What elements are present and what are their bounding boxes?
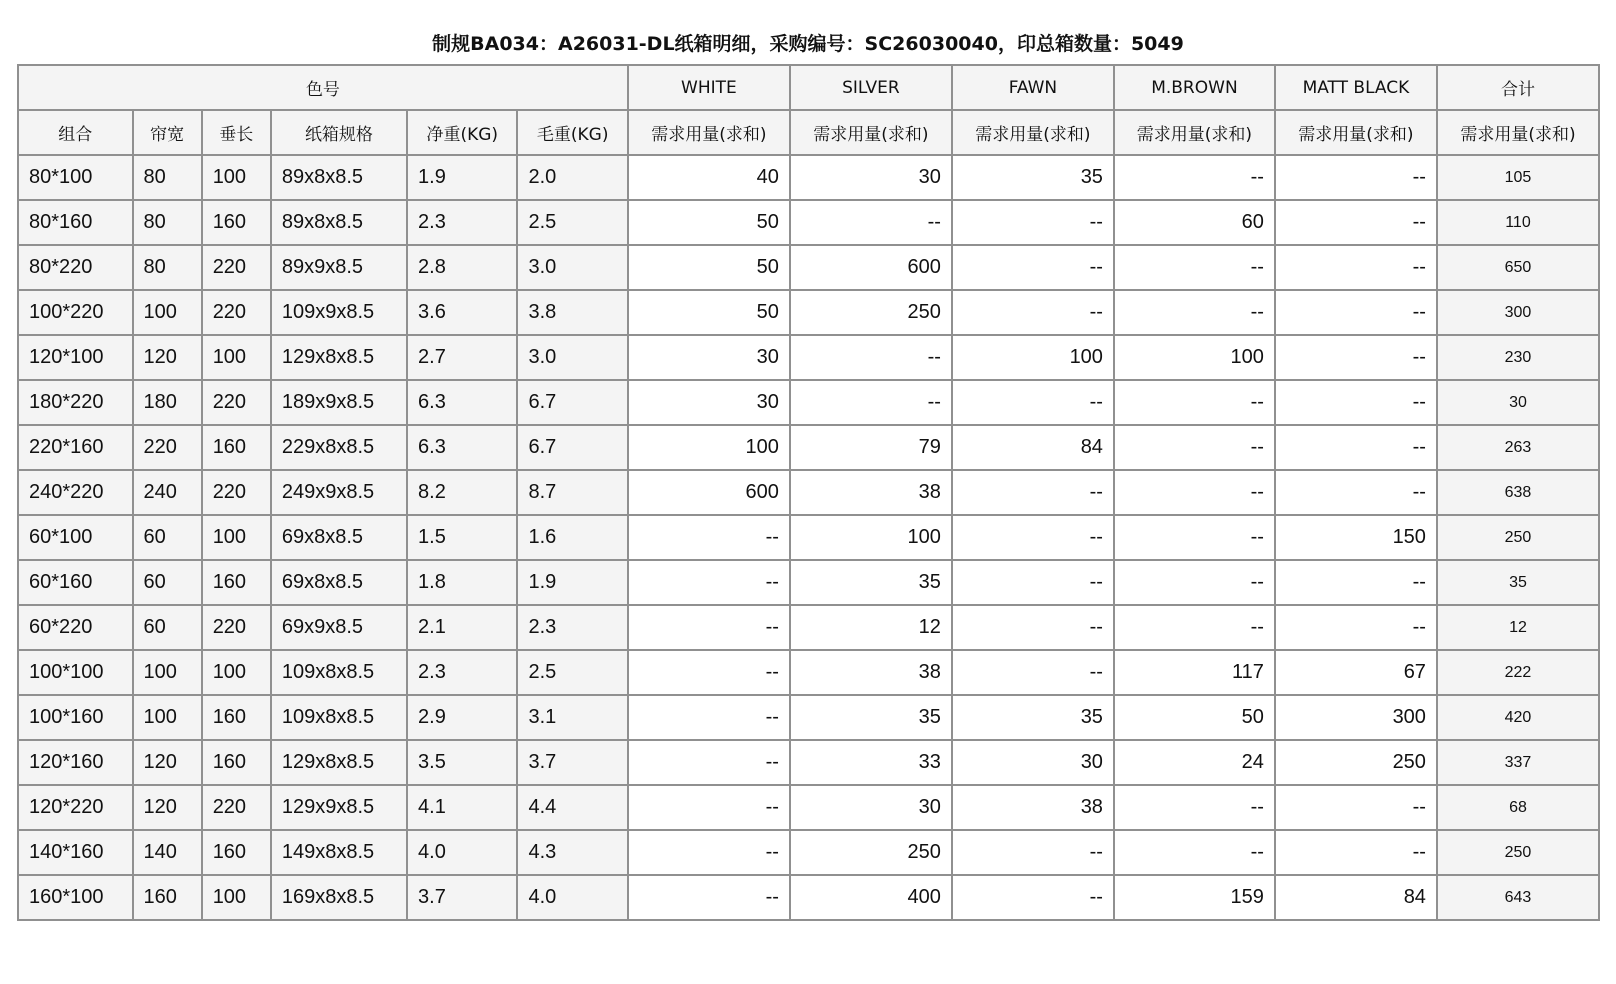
- cell-qty-fawn: 100: [952, 335, 1114, 380]
- header-field-drop: 垂长: [202, 110, 271, 155]
- cell-qty-total: 68: [1437, 785, 1599, 830]
- cell-qty-mattblack: --: [1275, 290, 1437, 335]
- cell-qty-silver: 35: [790, 695, 952, 740]
- cell-combo: 100*100: [18, 650, 133, 695]
- header-field-net-weight: 净重(KG): [407, 110, 517, 155]
- cell-qty-silver: 400: [790, 875, 952, 920]
- cell-qty-silver: 79: [790, 425, 952, 470]
- cell-qty-total: 250: [1437, 515, 1599, 560]
- cell-qty-fawn: --: [952, 560, 1114, 605]
- header-field-gross-weight: 毛重(KG): [517, 110, 627, 155]
- cell-qty-total: 638: [1437, 470, 1599, 515]
- table-row: [18, 200, 1599, 245]
- cell-net-weight: 4.1: [407, 785, 517, 830]
- cell-carton-size: 69x8x8.5: [271, 515, 407, 560]
- cell-net-weight: 1.5: [407, 515, 517, 560]
- cell-qty-fawn: 38: [952, 785, 1114, 830]
- cell-qty-mbrown: 117: [1114, 650, 1275, 695]
- cell-carton-size: 89x8x8.5: [271, 200, 407, 245]
- cell-qty-white: 30: [628, 380, 790, 425]
- cell-combo: 120*160: [18, 740, 133, 785]
- cell-drop: 220: [202, 290, 271, 335]
- cell-net-weight: 4.0: [407, 830, 517, 875]
- cell-width: 60: [133, 515, 202, 560]
- header-color-white: WHITE: [628, 65, 790, 110]
- cell-combo: 80*160: [18, 200, 133, 245]
- cell-drop: 220: [202, 245, 271, 290]
- cell-qty-silver: 30: [790, 785, 952, 830]
- cell-combo: 60*220: [18, 605, 133, 650]
- cell-combo: 60*100: [18, 515, 133, 560]
- cell-width: 60: [133, 605, 202, 650]
- cell-width: 100: [133, 650, 202, 695]
- cell-qty-mbrown: --: [1114, 245, 1275, 290]
- cell-carton-size: 249x9x8.5: [271, 470, 407, 515]
- cell-qty-white: 100: [628, 425, 790, 470]
- cell-qty-fawn: 84: [952, 425, 1114, 470]
- cell-width: 120: [133, 785, 202, 830]
- cell-width: 80: [133, 245, 202, 290]
- cell-gross-weight: 4.3: [517, 830, 627, 875]
- cell-qty-white: 40: [628, 155, 790, 200]
- table-row: [18, 290, 1599, 335]
- cell-carton-size: 109x8x8.5: [271, 650, 407, 695]
- cell-width: 120: [133, 740, 202, 785]
- cell-qty-mattblack: --: [1275, 380, 1437, 425]
- cell-qty-total: 105: [1437, 155, 1599, 200]
- cell-qty-fawn: --: [952, 290, 1114, 335]
- cell-net-weight: 2.1: [407, 605, 517, 650]
- cell-qty-total: 650: [1437, 245, 1599, 290]
- cell-qty-silver: 100: [790, 515, 952, 560]
- cell-qty-silver: 600: [790, 245, 952, 290]
- cell-qty-fawn: --: [952, 830, 1114, 875]
- cell-net-weight: 2.3: [407, 650, 517, 695]
- cell-gross-weight: 6.7: [517, 425, 627, 470]
- cell-qty-mattblack: --: [1275, 200, 1437, 245]
- cell-gross-weight: 1.6: [517, 515, 627, 560]
- cell-qty-fawn: 35: [952, 695, 1114, 740]
- cell-combo: 80*220: [18, 245, 133, 290]
- cell-qty-mbrown: 60: [1114, 200, 1275, 245]
- cell-gross-weight: 2.5: [517, 650, 627, 695]
- cell-qty-mbrown: --: [1114, 470, 1275, 515]
- cell-net-weight: 3.7: [407, 875, 517, 920]
- cell-qty-silver: 38: [790, 470, 952, 515]
- cell-combo: 120*100: [18, 335, 133, 380]
- cell-combo: 160*100: [18, 875, 133, 920]
- cell-drop: 220: [202, 470, 271, 515]
- cell-carton-size: 89x8x8.5: [271, 155, 407, 200]
- header-field-carton-size: 纸箱规格: [271, 110, 407, 155]
- cell-net-weight: 2.9: [407, 695, 517, 740]
- cell-qty-silver: 38: [790, 650, 952, 695]
- cell-qty-mattblack: 250: [1275, 740, 1437, 785]
- cell-qty-fawn: --: [952, 875, 1114, 920]
- cell-carton-size: 69x8x8.5: [271, 560, 407, 605]
- cell-qty-mbrown: 50: [1114, 695, 1275, 740]
- cell-net-weight: 3.5: [407, 740, 517, 785]
- cell-qty-white: --: [628, 605, 790, 650]
- cell-qty-fawn: --: [952, 470, 1114, 515]
- table-row: [18, 245, 1599, 290]
- cell-qty-mbrown: --: [1114, 605, 1275, 650]
- cell-qty-mattblack: --: [1275, 335, 1437, 380]
- cell-combo: 120*220: [18, 785, 133, 830]
- table-row: [18, 830, 1599, 875]
- cell-qty-silver: 250: [790, 830, 952, 875]
- cell-qty-mbrown: 159: [1114, 875, 1275, 920]
- cell-qty-total: 250: [1437, 830, 1599, 875]
- cell-qty-total: 35: [1437, 560, 1599, 605]
- cell-width: 100: [133, 695, 202, 740]
- cell-qty-total: 263: [1437, 425, 1599, 470]
- cell-qty-fawn: --: [952, 605, 1114, 650]
- cell-qty-total: 300: [1437, 290, 1599, 335]
- cell-drop: 100: [202, 155, 271, 200]
- cell-qty-mbrown: --: [1114, 830, 1275, 875]
- cell-carton-size: 69x9x8.5: [271, 605, 407, 650]
- cell-net-weight: 1.8: [407, 560, 517, 605]
- table-row: [18, 425, 1599, 470]
- cell-qty-white: --: [628, 695, 790, 740]
- cell-gross-weight: 3.7: [517, 740, 627, 785]
- cell-qty-total: 643: [1437, 875, 1599, 920]
- cell-width: 160: [133, 875, 202, 920]
- cell-width: 220: [133, 425, 202, 470]
- cell-drop: 220: [202, 785, 271, 830]
- cell-width: 80: [133, 155, 202, 200]
- cell-width: 120: [133, 335, 202, 380]
- cell-qty-total: 230: [1437, 335, 1599, 380]
- header-color-mattblack: MATT BLACK: [1275, 65, 1437, 110]
- header-color-silver: SILVER: [790, 65, 952, 110]
- table-row: [18, 470, 1599, 515]
- table-row: [18, 695, 1599, 740]
- cell-qty-total: 337: [1437, 740, 1599, 785]
- cell-qty-silver: --: [790, 335, 952, 380]
- table-row: [18, 740, 1599, 785]
- cell-combo: 220*160: [18, 425, 133, 470]
- cell-gross-weight: 3.8: [517, 290, 627, 335]
- cell-carton-size: 109x8x8.5: [271, 695, 407, 740]
- cell-drop: 160: [202, 830, 271, 875]
- header-field-qty-mattblack: 需求用量(求和): [1275, 110, 1437, 155]
- cell-qty-mattblack: --: [1275, 470, 1437, 515]
- cell-qty-total: 30: [1437, 380, 1599, 425]
- cell-net-weight: 6.3: [407, 425, 517, 470]
- cell-qty-silver: --: [790, 200, 952, 245]
- cell-qty-silver: 33: [790, 740, 952, 785]
- cell-gross-weight: 3.1: [517, 695, 627, 740]
- cell-qty-mattblack: --: [1275, 785, 1437, 830]
- cell-qty-mbrown: --: [1114, 785, 1275, 830]
- cell-combo: 60*160: [18, 560, 133, 605]
- cell-qty-mbrown: 100: [1114, 335, 1275, 380]
- cell-carton-size: 129x8x8.5: [271, 740, 407, 785]
- cell-qty-total: 420: [1437, 695, 1599, 740]
- cell-width: 180: [133, 380, 202, 425]
- cell-drop: 220: [202, 605, 271, 650]
- cell-carton-size: 229x8x8.5: [271, 425, 407, 470]
- table-row: [18, 515, 1599, 560]
- cell-qty-mattblack: --: [1275, 560, 1437, 605]
- header-total: 合计: [1437, 65, 1599, 110]
- cell-width: 240: [133, 470, 202, 515]
- cell-qty-silver: 250: [790, 290, 952, 335]
- header-color-fawn: FAWN: [952, 65, 1114, 110]
- cell-width: 80: [133, 200, 202, 245]
- cell-gross-weight: 4.4: [517, 785, 627, 830]
- cell-drop: 220: [202, 380, 271, 425]
- cell-qty-mattblack: --: [1275, 155, 1437, 200]
- cell-drop: 160: [202, 200, 271, 245]
- cell-carton-size: 129x9x8.5: [271, 785, 407, 830]
- cell-qty-mbrown: --: [1114, 425, 1275, 470]
- header-field-qty-total: 需求用量(求和): [1437, 110, 1599, 155]
- cell-carton-size: 189x9x8.5: [271, 380, 407, 425]
- cell-net-weight: 2.7: [407, 335, 517, 380]
- cell-qty-fawn: 30: [952, 740, 1114, 785]
- header-row-colors: [18, 65, 1599, 110]
- cell-qty-mbrown: --: [1114, 290, 1275, 335]
- table-row: [18, 335, 1599, 380]
- cell-combo: 180*220: [18, 380, 133, 425]
- cell-qty-silver: --: [790, 380, 952, 425]
- cell-gross-weight: 3.0: [517, 245, 627, 290]
- table-row: [18, 875, 1599, 920]
- cell-qty-fawn: --: [952, 380, 1114, 425]
- carton-detail-table: [17, 64, 1600, 921]
- cell-qty-mbrown: --: [1114, 155, 1275, 200]
- cell-gross-weight: 1.9: [517, 560, 627, 605]
- table-row: [18, 155, 1599, 200]
- cell-width: 100: [133, 290, 202, 335]
- cell-qty-mattblack: 67: [1275, 650, 1437, 695]
- cell-carton-size: 149x8x8.5: [271, 830, 407, 875]
- cell-qty-white: 50: [628, 290, 790, 335]
- header-field-width: 帘宽: [133, 110, 202, 155]
- cell-qty-mattblack: 150: [1275, 515, 1437, 560]
- cell-combo: 100*220: [18, 290, 133, 335]
- cell-qty-silver: 12: [790, 605, 952, 650]
- cell-drop: 100: [202, 335, 271, 380]
- header-row-fields: [18, 110, 1599, 155]
- cell-drop: 100: [202, 875, 271, 920]
- cell-width: 60: [133, 560, 202, 605]
- table-row: [18, 605, 1599, 650]
- cell-width: 140: [133, 830, 202, 875]
- cell-drop: 100: [202, 515, 271, 560]
- cell-drop: 100: [202, 650, 271, 695]
- cell-carton-size: 129x8x8.5: [271, 335, 407, 380]
- cell-qty-white: 600: [628, 470, 790, 515]
- cell-net-weight: 6.3: [407, 380, 517, 425]
- cell-qty-white: --: [628, 875, 790, 920]
- cell-qty-silver: 35: [790, 560, 952, 605]
- cell-net-weight: 2.3: [407, 200, 517, 245]
- cell-qty-white: --: [628, 560, 790, 605]
- cell-qty-white: --: [628, 785, 790, 830]
- cell-qty-fawn: 35: [952, 155, 1114, 200]
- header-color-label: 色号: [18, 65, 628, 110]
- cell-qty-white: --: [628, 650, 790, 695]
- table-row: [18, 560, 1599, 605]
- cell-carton-size: 109x9x8.5: [271, 290, 407, 335]
- cell-qty-mattblack: --: [1275, 245, 1437, 290]
- cell-carton-size: 89x9x8.5: [271, 245, 407, 290]
- cell-net-weight: 3.6: [407, 290, 517, 335]
- cell-combo: 140*160: [18, 830, 133, 875]
- cell-drop: 160: [202, 425, 271, 470]
- header-field-combo: 组合: [18, 110, 133, 155]
- table-row: [18, 380, 1599, 425]
- cell-combo: 240*220: [18, 470, 133, 515]
- cell-qty-white: --: [628, 740, 790, 785]
- cell-gross-weight: 2.3: [517, 605, 627, 650]
- header-field-qty-fawn: 需求用量(求和): [952, 110, 1114, 155]
- cell-qty-silver: 30: [790, 155, 952, 200]
- header-field-qty-white: 需求用量(求和): [628, 110, 790, 155]
- cell-gross-weight: 8.7: [517, 470, 627, 515]
- cell-qty-white: 30: [628, 335, 790, 380]
- cell-combo: 80*100: [18, 155, 133, 200]
- cell-qty-mattblack: 84: [1275, 875, 1437, 920]
- cell-gross-weight: 3.0: [517, 335, 627, 380]
- cell-qty-white: --: [628, 515, 790, 560]
- cell-qty-mbrown: 24: [1114, 740, 1275, 785]
- cell-qty-total: 222: [1437, 650, 1599, 695]
- header-field-qty-silver: 需求用量(求和): [790, 110, 952, 155]
- cell-qty-total: 12: [1437, 605, 1599, 650]
- cell-carton-size: 169x8x8.5: [271, 875, 407, 920]
- cell-qty-total: 110: [1437, 200, 1599, 245]
- cell-qty-mattblack: 300: [1275, 695, 1437, 740]
- cell-gross-weight: 2.5: [517, 200, 627, 245]
- cell-qty-mattblack: --: [1275, 425, 1437, 470]
- cell-qty-mbrown: --: [1114, 560, 1275, 605]
- cell-qty-fawn: --: [952, 200, 1114, 245]
- header-color-mbrown: M.BROWN: [1114, 65, 1275, 110]
- cell-qty-mattblack: --: [1275, 605, 1437, 650]
- cell-gross-weight: 2.0: [517, 155, 627, 200]
- cell-combo: 100*160: [18, 695, 133, 740]
- header-field-qty-mbrown: 需求用量(求和): [1114, 110, 1275, 155]
- cell-qty-white: 50: [628, 200, 790, 245]
- cell-gross-weight: 4.0: [517, 875, 627, 920]
- cell-net-weight: 2.8: [407, 245, 517, 290]
- cell-qty-white: 50: [628, 245, 790, 290]
- table-row: [18, 785, 1599, 830]
- cell-gross-weight: 6.7: [517, 380, 627, 425]
- cell-qty-mattblack: --: [1275, 830, 1437, 875]
- cell-drop: 160: [202, 560, 271, 605]
- cell-qty-mbrown: --: [1114, 515, 1275, 560]
- cell-qty-fawn: --: [952, 245, 1114, 290]
- cell-qty-fawn: --: [952, 650, 1114, 695]
- cell-net-weight: 1.9: [407, 155, 517, 200]
- cell-qty-mbrown: --: [1114, 380, 1275, 425]
- cell-net-weight: 8.2: [407, 470, 517, 515]
- document-title: 制规BA034：A26031-DL纸箱明细，采购编号：SC26030040，印总箱数量：5049: [432, 33, 1184, 55]
- cell-qty-fawn: --: [952, 515, 1114, 560]
- table-row: [18, 650, 1599, 695]
- cell-qty-white: --: [628, 830, 790, 875]
- cell-drop: 160: [202, 695, 271, 740]
- cell-drop: 160: [202, 740, 271, 785]
